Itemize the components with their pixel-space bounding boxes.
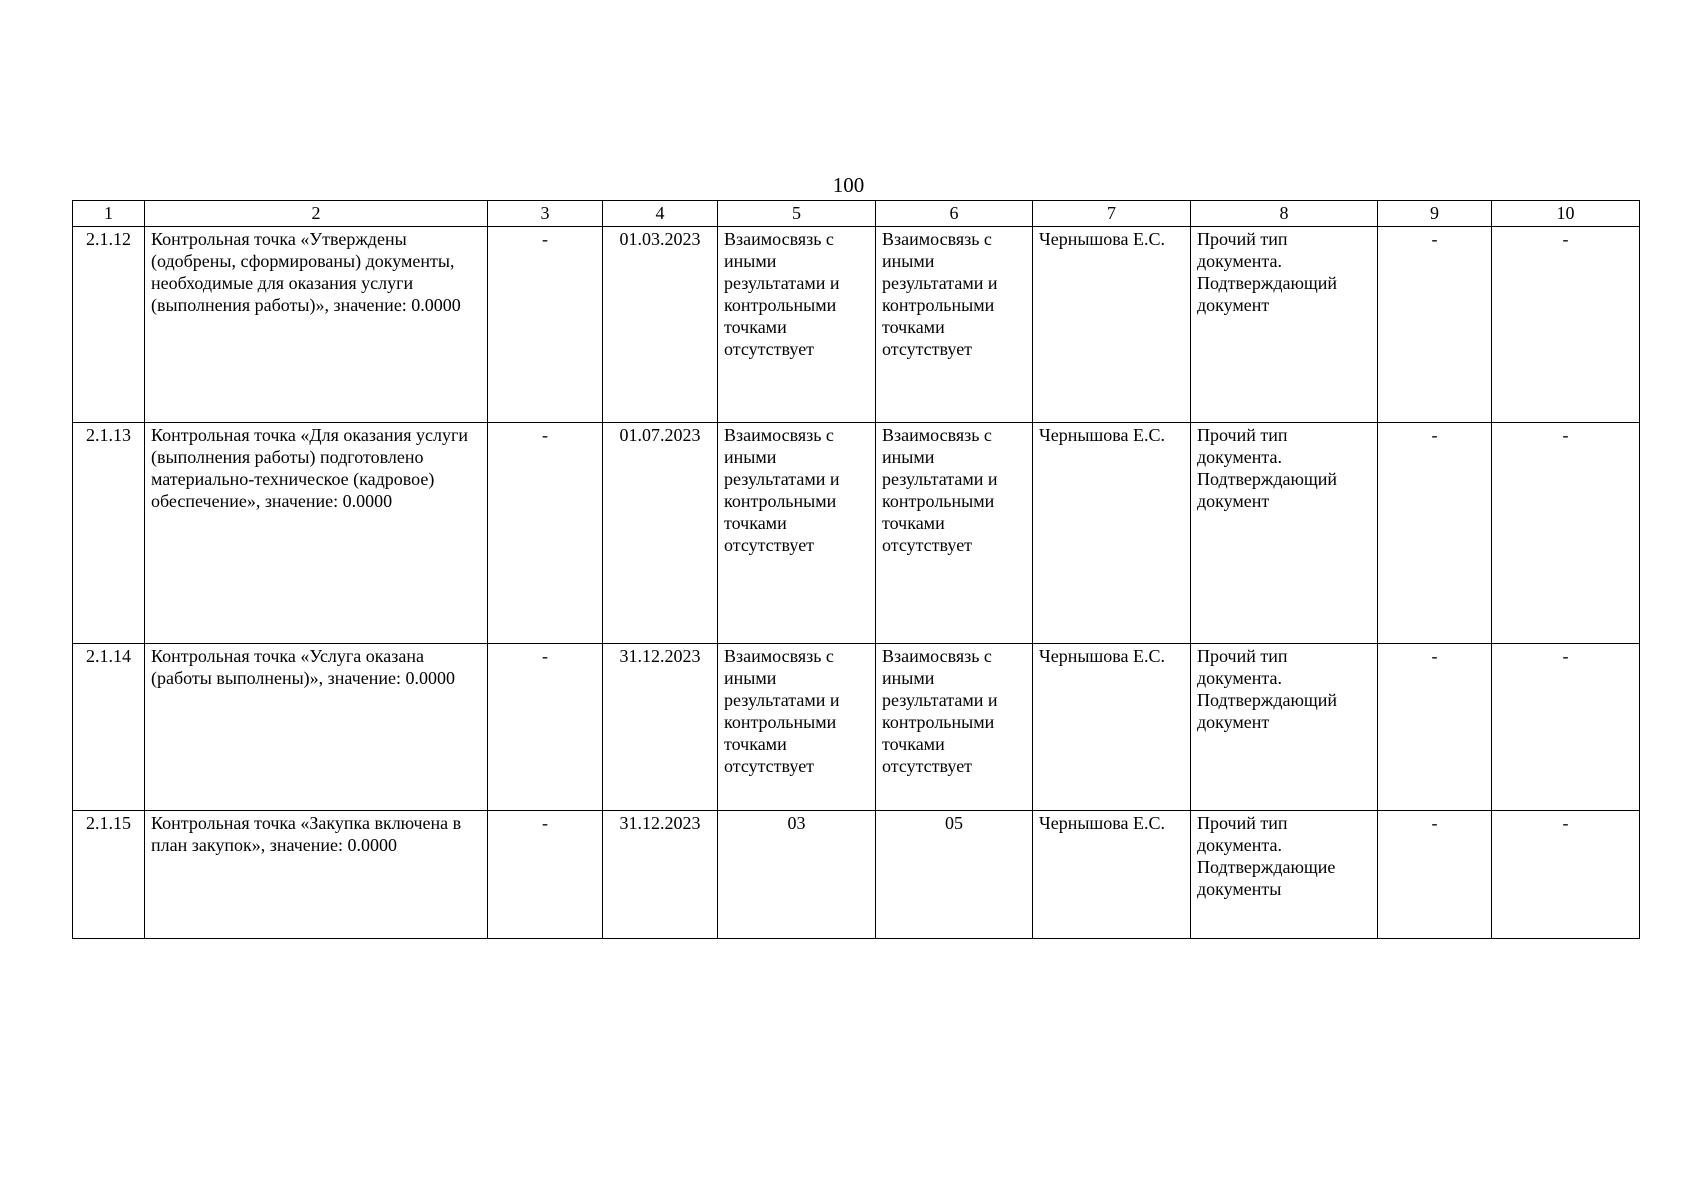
cell-col6: Взаимосвязь с иными результатами и контрольными точками отсутствует: [876, 644, 1033, 811]
control-point-date: 01.07.2023: [603, 423, 718, 644]
control-point-name: Контрольная точка «Услуга оказана (работы выполнены)», значение: 0.0000: [145, 644, 488, 811]
cell-col3: -: [488, 811, 603, 939]
control-point-name: Контрольная точка «Закупка включена в план закупок», значение: 0.0000: [145, 811, 488, 939]
cell-col6: Взаимосвязь с иными результатами и контрольными точками отсутствует: [876, 423, 1033, 644]
control-point-date: 31.12.2023: [603, 811, 718, 939]
row-number: 2.1.14: [73, 644, 145, 811]
control-point-name: Контрольная точка «Для оказания услуги (выполнения работы) подготовлено материально-техническое (кадровое) обеспечение», значение: 0.0000: [145, 423, 488, 644]
cell-col6: Взаимосвязь с иными результатами и контрольными точками отсутствует: [876, 227, 1033, 423]
document-type: Прочий тип документа. Подтверждающий документ: [1191, 644, 1378, 811]
cell-col9: -: [1378, 423, 1492, 644]
column-header-5: 5: [718, 201, 876, 227]
cell-col3: -: [488, 423, 603, 644]
control-points-table: [72, 200, 1640, 939]
column-header-3: 3: [488, 201, 603, 227]
table-row: [73, 811, 1640, 939]
column-header-6: 6: [876, 201, 1033, 227]
responsible-person: Чернышова Е.С.: [1033, 423, 1191, 644]
control-point-date: 01.03.2023: [603, 227, 718, 423]
column-header-4: 4: [603, 201, 718, 227]
cell-col5: Взаимосвязь с иными результатами и контрольными точками отсутствует: [718, 227, 876, 423]
row-number: 2.1.15: [73, 811, 145, 939]
cell-col9: -: [1378, 227, 1492, 423]
cell-col5: Взаимосвязь с иными результатами и контрольными точками отсутствует: [718, 644, 876, 811]
column-header-2: 2: [145, 201, 488, 227]
cell-col10: -: [1492, 227, 1640, 423]
table-row: [73, 227, 1640, 423]
column-header-10: 10: [1492, 201, 1640, 227]
row-number: 2.1.13: [73, 423, 145, 644]
cell-col3: -: [488, 644, 603, 811]
row-number: 2.1.12: [73, 227, 145, 423]
table-row: [73, 644, 1640, 811]
cell-col9: -: [1378, 644, 1492, 811]
cell-col3: -: [488, 227, 603, 423]
document-type: Прочий тип документа. Подтверждающие документы: [1191, 811, 1378, 939]
column-header-9: 9: [1378, 201, 1492, 227]
table-header-row: [73, 201, 1640, 227]
column-header-1: 1: [73, 201, 145, 227]
control-point-name: Контрольная точка «Утверждены (одобрены, сформированы) документы, необходимые для оказания услуги (выполнения работы)», значение: 0.0000: [145, 227, 488, 423]
cell-col10: -: [1492, 423, 1640, 644]
control-point-date: 31.12.2023: [603, 644, 718, 811]
table-row: [73, 423, 1640, 644]
document-type: Прочий тип документа. Подтверждающий документ: [1191, 227, 1378, 423]
column-header-8: 8: [1191, 201, 1378, 227]
responsible-person: Чернышова Е.С.: [1033, 811, 1191, 939]
cell-col5: 03: [718, 811, 876, 939]
responsible-person: Чернышова Е.С.: [1033, 227, 1191, 423]
responsible-person: Чернышова Е.С.: [1033, 644, 1191, 811]
column-header-7: 7: [1033, 201, 1191, 227]
page-number: 100: [832, 173, 865, 197]
document-type: Прочий тип документа. Подтверждающий документ: [1191, 423, 1378, 644]
cell-col9: -: [1378, 811, 1492, 939]
cell-col10: -: [1492, 811, 1640, 939]
cell-col6: 05: [876, 811, 1033, 939]
cell-col10: -: [1492, 644, 1640, 811]
cell-col5: Взаимосвязь с иными результатами и контрольными точками отсутствует: [718, 423, 876, 644]
